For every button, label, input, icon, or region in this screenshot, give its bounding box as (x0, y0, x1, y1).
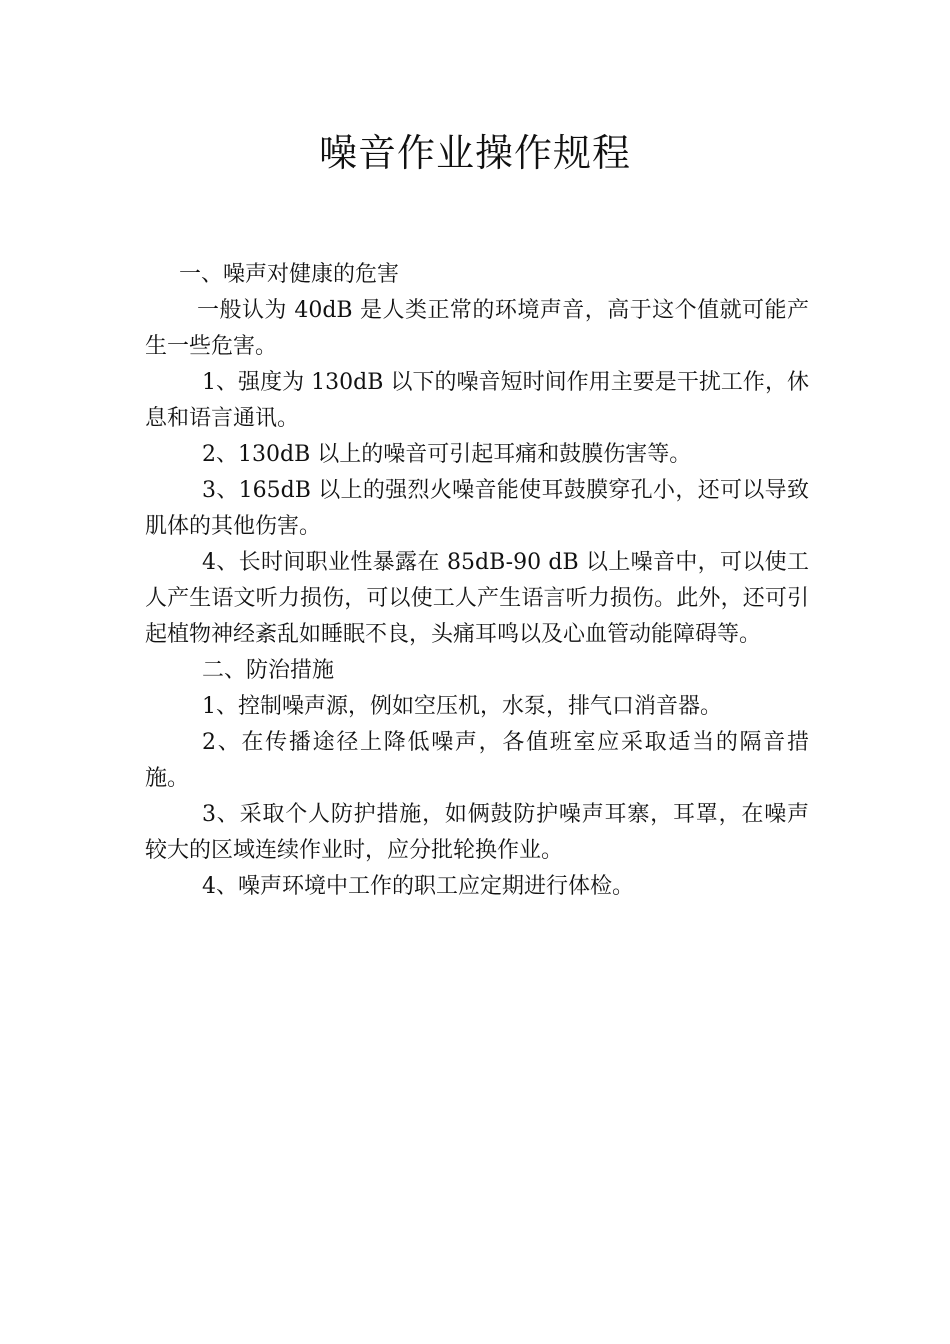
paragraph-hazard-4: 4、长时间职业性暴露在 85dB-90 dB 以上噪音中，可以使工人产生语文听力损伤，可以使工人产生语言听力损伤。此外，还可引起植物神经紊乱如睡眠不良，头痛耳鸣以及心血管动能障碍等。 (145, 550, 809, 647)
document-body (145, 257, 809, 905)
paragraph-measure-4: 4、噪声环境中工作的职工应定期进行体检。 (202, 874, 634, 899)
paragraph-hazard-3: 3、165dB 以上的强烈火噪音能使耳鼓膜穿孔小，还可以导致肌体的其他伤害。 (145, 478, 809, 539)
document-title: 噪音作业操作规程 (318, 131, 631, 175)
paragraph-measure-3: 3、采取个人防护措施，如俩鼓防护噪声耳寨，耳罩，在噪声较大的区域连续作业时，应分批轮换作业。 (145, 802, 809, 863)
paragraph-hazard-1: 1、强度为 130dB 以下的噪音短时间作用主要是干扰工作，休息和语言通讯。 (145, 370, 809, 431)
paragraph-intro: 一般认为 40dB 是人类正常的环境声音，高于这个值就可能产生一些危害。 (145, 298, 809, 359)
paragraph-hazard-2: 2、130dB 以上的噪音可引起耳痛和鼓膜伤害等。 (202, 442, 692, 467)
section-heading-prevention: 二、防治措施 (202, 658, 335, 683)
paragraph-measure-1: 1、控制噪声源，例如空压机，水泵，排气口消音器。 (202, 694, 722, 719)
section-heading-hazards: 一、噪声对健康的危害 (179, 262, 400, 287)
paragraph-measure-2: 2、在传播途径上降低噪声，各值班室应采取适当的隔音措施。 (145, 730, 809, 791)
